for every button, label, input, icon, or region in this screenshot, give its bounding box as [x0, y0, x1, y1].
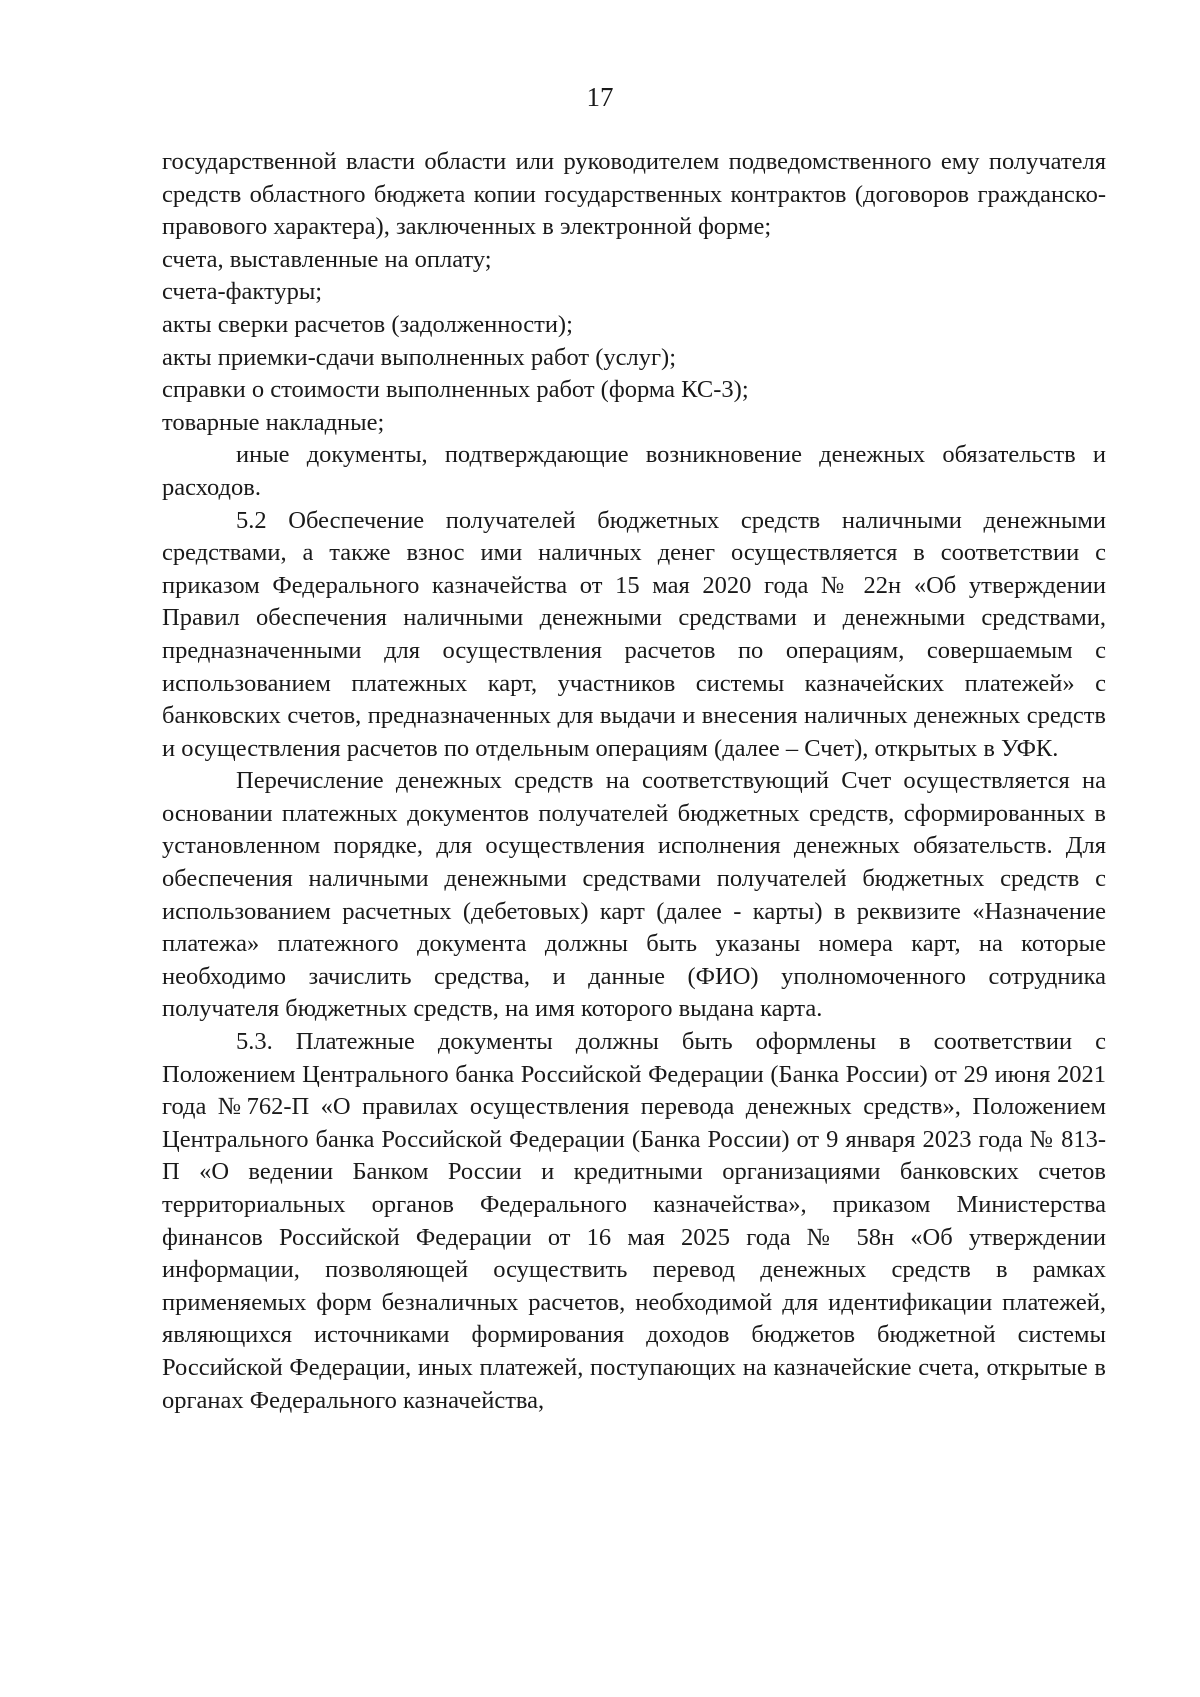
document-body [162, 146, 1106, 1417]
list-item-tax-invoices: счета-фактуры; [162, 278, 323, 306]
lead-paragraph: государственной власти области или руководителем подведомственного ему получателя средств областного бюджета копии государственных контрактов (договоров гражданско-правового характера), заключенных в электронной форме; [162, 148, 1106, 241]
list-item-other-documents: иные документы, подтверждающие возникновение денежных обязательств и расходов. [162, 441, 1106, 501]
list-item-acceptance-acts: акты приемки-сдачи выполненных работ (услуг); [162, 343, 677, 371]
list-item-invoices: счета, выставленные на оплату; [162, 245, 492, 273]
paragraph-transfer: Перечисление денежных средств на соответствующий Счет осуществляется на основании платежных документов получателей бюджетных средств, сформированных в установленном порядке, для осуществления исполнения денежных обязательств. Для обеспечения наличными денежными средствами получателей бюджетных средств с использованием расчетных (дебетовых) карт (далее - карты) в реквизите «Назначение платежа» платежного документа должны быть указаны номера карт, на которые необходимо зачислить средства, и данные (ФИО) уполномоченного сотрудника получателя бюджетных средств, на имя которого выдана карта. [162, 767, 1106, 1023]
list-item-reconciliation-acts: акты сверки расчетов (задолженности); [162, 310, 573, 338]
page-number: 17 [586, 82, 614, 112]
paragraph-5-3: 5.3. Платежные документы должны быть оформлены в соответствии с Положением Центрального банка Российской Федерации (Банка России) от 29 июня 2021 года №762-П «О правилах осуществления перевода денежных средств», Положением Центрального банка Российской Федерации (Банка России) от 9 января 2023 года № 813-П «О ведении Банком России и кредитными организациями банковских счетов территориальных органов Федерального казначейства», приказом Министерства финансов Российской Федерации от 16 мая 2025 года № 58н «Об утверждении информации, позволяющей осуществить перевод денежных средств в рамках применяемых форм безналичных расчетов, необходимой для идентификации платежей, являющихся источниками формирования доходов бюджетов бюджетной системы Российской Федерации, иных платежей, поступающих на казначейские счета, открытые в органах Федерального казначейства, [162, 1028, 1106, 1414]
list-item-ks3-certificates: справки о стоимости выполненных работ (форма КС-3); [162, 376, 749, 404]
list-item-waybills: товарные накладные; [162, 408, 385, 436]
paragraph-5-2: 5.2 Обеспечение получателей бюджетных средств наличными денежными средствами, а также взнос ими наличных денег осуществляется в соответствии с приказом Федерального казначейства от 15 мая 2020 года № 22н «Об утверждении Правил обеспечения наличными денежными средствами и денежными средствами, предназначенными для осуществления расчетов по операциям, совершаемым с использованием платежных карт, участников системы казначейских платежей» с банковских счетов, предназначенных для выдачи и внесения наличных денежных средств и осуществления расчетов по отдельным операциям (далее – Счет), открытых в УФК. [162, 506, 1106, 762]
